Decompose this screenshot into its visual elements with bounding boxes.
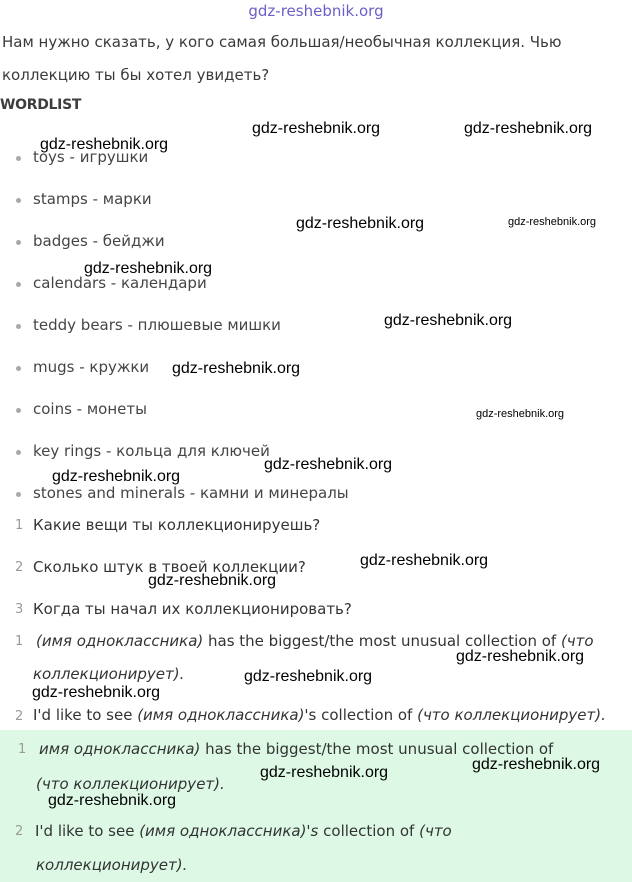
header-watermark: gdz-reshebnik.org: [248, 2, 384, 20]
question-number: 2: [15, 560, 24, 575]
wordlist-item-label: mugs - кружки: [33, 358, 150, 376]
placeholder-classmate: (имя одноклассника): [137, 706, 305, 724]
watermark-text: gdz-reshebnik.org: [296, 215, 425, 232]
watermark-text: gdz-reshebnik.org: [32, 684, 161, 701]
placeholder-collection: (что: [419, 822, 452, 840]
bullet-icon: [16, 324, 21, 329]
bullet-icon: [16, 366, 21, 371]
placeholder-collection: коллекционирует).: [36, 856, 188, 874]
question-text: Когда ты начал их коллекционировать?: [33, 600, 352, 618]
watermark-text: gdz-reshebnik.org: [472, 756, 601, 773]
intro-line-1: Нам нужно сказать, у кого самая большая/необычная коллекция. Чью: [2, 33, 562, 51]
bullet-icon: [16, 198, 21, 203]
watermark-text: gdz-reshebnik.org: [360, 552, 489, 569]
question-number: 3: [15, 602, 24, 617]
sentence-text: I'd like to see: [33, 706, 138, 724]
watermark-text: gdz-reshebnik.org: [244, 668, 373, 685]
question-text: Какие вещи ты коллекционируешь?: [33, 516, 321, 534]
sentence-text: 's collection of: [304, 706, 418, 724]
placeholder-collection: (что коллекционирует).: [36, 775, 225, 793]
bullet-icon: [16, 282, 21, 287]
watermark-text: gdz-reshebnik.org: [40, 136, 169, 153]
bullet-icon: [16, 408, 21, 413]
watermark-text: gdz-reshebnik.org: [456, 648, 585, 665]
answer-line-1: [35, 822, 452, 840]
answer-text: I'd like to see: [35, 822, 140, 840]
wordlist-item-label: coins - монеты: [33, 400, 147, 418]
intro-line-2: коллекцию ты бы хотел увидеть?: [2, 66, 270, 84]
bullet-icon: [16, 450, 21, 455]
bullet-icon: [16, 156, 21, 161]
watermark-text: gdz-reshebnik.org: [476, 408, 565, 420]
wordlist-item-label: toys - игрушки: [33, 148, 149, 166]
bullet-icon: [16, 492, 21, 497]
placeholder-collection: коллекционирует).: [33, 665, 185, 683]
wordlist-item-label: stamps - марки: [33, 190, 152, 208]
watermark-text: gdz-reshebnik.org: [84, 260, 213, 277]
watermark-text: gdz-reshebnik.org: [260, 764, 389, 781]
watermark-text: gdz-reshebnik.org: [264, 456, 393, 473]
sentence-line: [33, 706, 606, 724]
wordlist-item-label: key rings - кольца для ключей: [33, 442, 270, 460]
sentence-text: has the biggest/the most unusual collection of: [203, 632, 561, 650]
watermark-text: gdz-reshebnik.org: [52, 468, 181, 485]
answer-line-2: [36, 775, 225, 793]
sentence-line-2: [33, 665, 184, 683]
answer-number: 1: [18, 742, 27, 757]
question-number: 1: [15, 518, 24, 533]
answer-text: has the biggest/the most unusual collection of: [200, 740, 554, 758]
placeholder-collection: (что коллекционирует).: [417, 706, 606, 724]
watermark-text: gdz-reshebnik.org: [172, 360, 301, 377]
watermark-text: gdz-reshebnik.org: [48, 792, 177, 809]
question-text: Сколько штук в твоей коллекции?: [33, 558, 306, 576]
answer-line-2: [36, 856, 187, 874]
watermark-text: gdz-reshebnik.org: [384, 312, 513, 329]
wordlist-item-label: calendars - календари: [33, 274, 207, 292]
answer-number: 2: [15, 824, 24, 839]
watermark-text: gdz-reshebnik.org: [508, 216, 597, 228]
answer-text: collection of: [318, 822, 420, 840]
placeholder-collection: (что: [560, 632, 594, 650]
wordlist-item-label: teddy bears - плюшевые мишки: [33, 316, 281, 334]
sentence-number: 1: [15, 634, 24, 649]
placeholder-classmate: имя одноклассника): [39, 740, 201, 758]
wordlist-item-label: stones and minerals - камни и минералы: [33, 484, 349, 502]
wordlist-item-label: badges - бейджи: [33, 232, 165, 250]
placeholder-classmate: (имя одноклассника): [36, 632, 204, 650]
bullet-icon: [16, 240, 21, 245]
watermark-text: gdz-reshebnik.org: [252, 120, 381, 137]
watermark-text: gdz-reshebnik.org: [464, 120, 593, 137]
sentence-number: 2: [15, 709, 24, 724]
placeholder-classmate: (имя одноклассника)'s: [139, 822, 319, 840]
wordlist-heading: WORDLIST: [0, 97, 82, 113]
watermark-text: gdz-reshebnik.org: [148, 572, 277, 589]
